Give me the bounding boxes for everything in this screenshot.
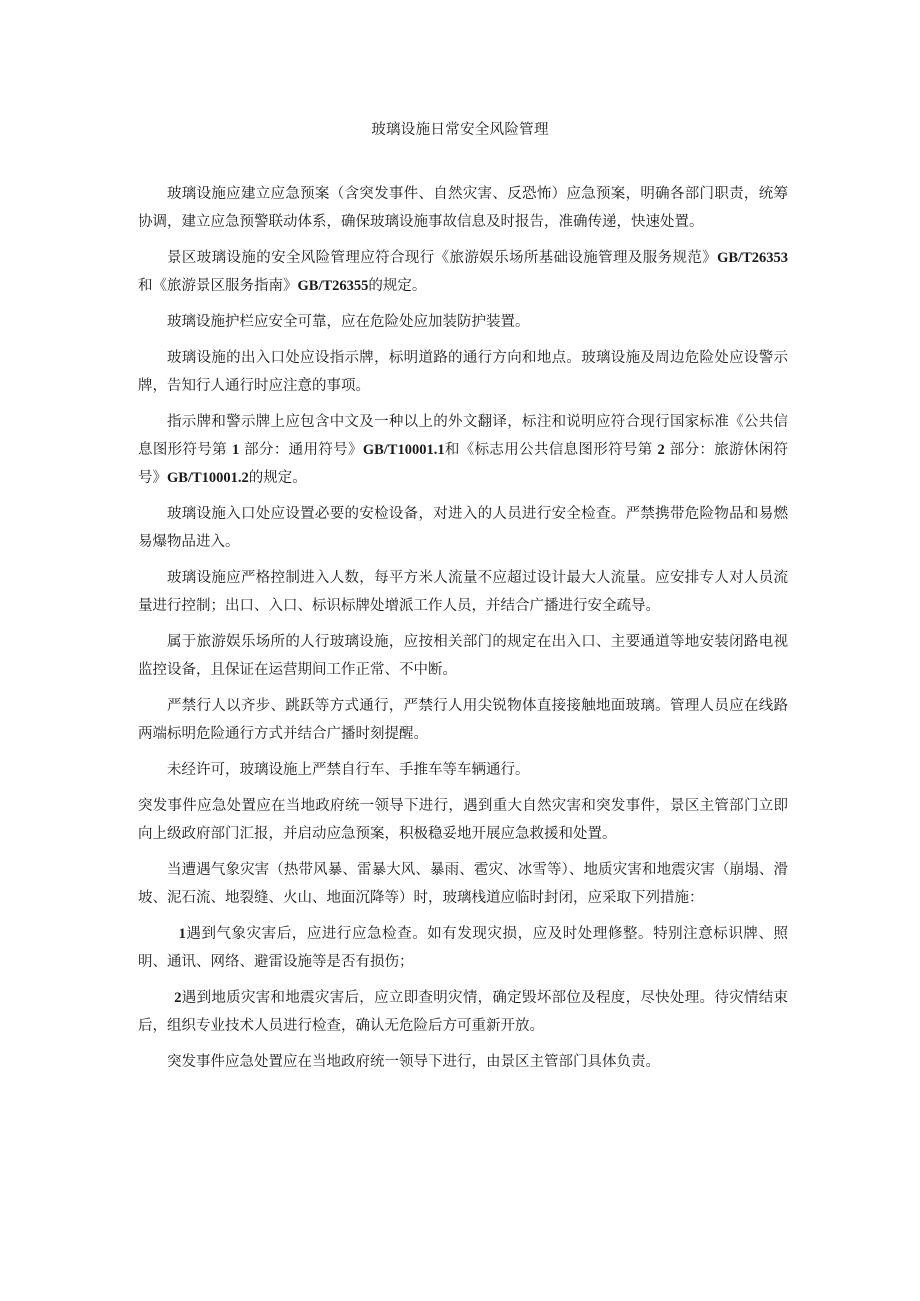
list-item-measure-2: 2遇到地质灾害和地震灾害后，应立即查明灾情，确定毁坏部位及程度，尽快处理。待灾情结束后，组织专业技术人员进行检查，确认无危险后方可重新开放。	[138, 990, 788, 1034]
list-number: 1	[178, 926, 186, 942]
paragraph-emergency-response: 突发事件应急处置应在当地政府统一领导下进行，遇到重大自然灾害和突发事件，景区主管部门立即向上级政府部门汇报，并启动应急预案，积极稳妥地开展应急救援和处置。	[138, 798, 788, 842]
standard-code: GB/T26353	[717, 250, 788, 266]
document-title: 玻璃设施日常安全风险管理	[371, 122, 549, 138]
paragraph-disaster-measures: 当遭遇气象灾害（热带风暴、雷暴大风、暴雨、雹灾、冰雪等）、地质灾害和地震灾害（崩塌、滑坡、泥石流、地裂缝、火山、地面沉降等）时，玻璃栈道应临时封闭，应采取下列措施：	[138, 862, 788, 906]
paragraph-final-responsibility: 突发事件应急处置应在当地政府统一领导下进行，由景区主管部门具体负责。	[167, 1054, 660, 1070]
standard-code: GB/T10001.2	[167, 470, 249, 486]
paragraph-crowd-control: 玻璃设施应严格控制进入人数，每平方米人流量不应超过设计最大人流量。应安排专人对人员流量进行控制；出口、入口、标识标牌处增派工作人员，并结合广播进行安全疏导。	[138, 570, 788, 614]
paragraph-sign-language: 指示牌和警示牌上应包含中文及一种以上的外文翻译，标注和说明应符合现行国家标准《公共信息图形符号第 1 部分：通用符号》GB/T10001.1和《标志用公共信息图形符号第 2 部分：旅游休闲符号》GB/T10001.2的规定。	[138, 414, 789, 486]
paragraph-security-check: 玻璃设施入口处应设置必要的安检设备，对进入的人员进行安全检查。严禁携带危险物品和易燃易爆物品进入。	[138, 506, 788, 550]
paragraph-vehicle-ban: 未经许可，玻璃设施上严禁自行车、手推车等车辆通行。	[167, 762, 530, 778]
paragraph-standards-compliance: 景区玻璃设施的安全风险管理应符合现行《旅游娱乐场所基础设施管理及服务规范》GB/T26353和《旅游景区服务指南》GB/T26355的规定。	[138, 250, 788, 294]
paragraph-prohibited-behavior: 严禁行人以齐步、跳跃等方式通行，严禁行人用尖锐物体直接接触地面玻璃。管理人员应在线路两端标明危险通行方式并结合广播时刻提醒。	[138, 698, 788, 742]
document-body	[138, 180, 788, 1084]
standard-code: GB/T10001.1	[362, 442, 445, 458]
paragraph-signage: 玻璃设施的出入口处应设指示牌，标明道路的通行方向和地点。玻璃设施及周边危险处应设警示牌，告知行人通行时应注意的事项。	[138, 350, 788, 394]
paragraph-cctv: 属于旅游娱乐场所的人行玻璃设施，应按相关部门的规定在出入口、主要通道等地安装闭路电视监控设备，且保证在运营期间工作正常、不中断。	[138, 634, 788, 678]
list-item-measure-1: 1遇到气象灾害后，应进行应急检查。如有发现灾损，应及时处理修整。特别注意标识牌、照明、通讯、网络、避雷设施等是否有损伤；	[138, 926, 788, 970]
paragraph-emergency-plan: 玻璃设施应建立应急预案（含突发事件、自然灾害、反恐怖）应急预案，明确各部门职责，统筹协调，建立应急预警联动体系，确保玻璃设施事故信息及时报告，准确传递，快速处置。	[138, 186, 788, 230]
standard-code: GB/T26355	[297, 278, 369, 294]
paragraph-guardrail: 玻璃设施护栏应安全可靠，应在危险处应加装防护装置。	[167, 314, 530, 330]
list-number: 2	[174, 990, 182, 1006]
